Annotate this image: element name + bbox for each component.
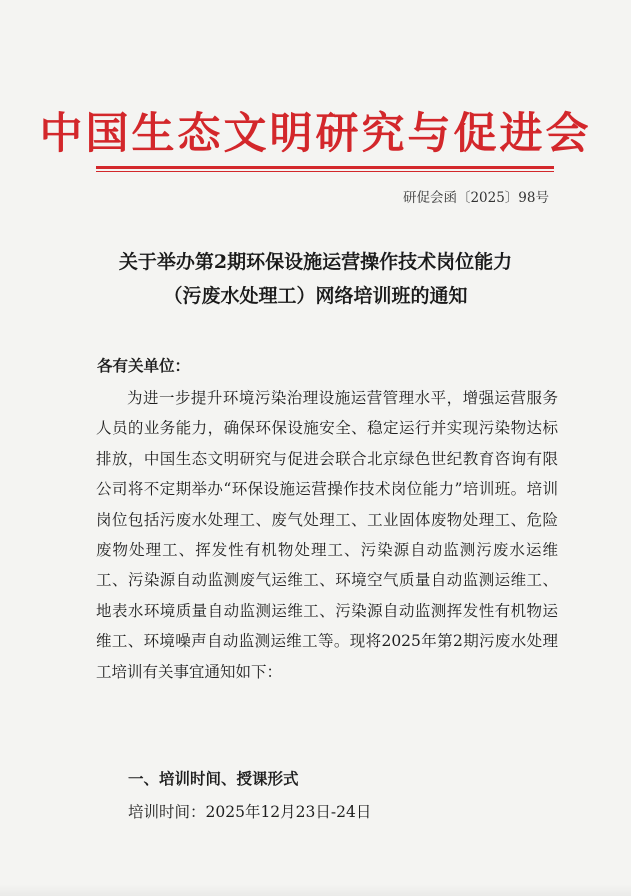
body-paragraph: 为进一步提升环境污染治理设施运营管理水平，增强运营服务人员的业务能力，确保环保设施安全、稳定运行并实现污染物达标排放，中国生态文明研究与促进会联合北京绿色世纪教育咨询有限公司将不定期举办“环保设施运营操作技术岗位能力”培训班。培训岗位包括污废水处理工、废气处理工、工业固体废物处理工、危险废物处理工、挥发性有机物处理工、污染源自动监测污废水运维工、污染源自动监测废气运维工、环境空气质量自动监测运维工、地表水环境质量自动监测运维工、污染源自动监测挥发性有机物运维工、环境噪声自动监测运维工等。现将2025年第2期污废水处理工培训有关事宜通知如下： <box>96 389 558 681</box>
letterhead-red-rule-thin <box>96 171 554 172</box>
training-time-line: 培训时间：2025年12月23日-24日 <box>128 803 372 821</box>
letterhead-red-rule <box>96 166 554 169</box>
salutation: 各有关单位： <box>97 356 191 375</box>
document-number: 研促会函〔2025〕98号 <box>402 190 549 206</box>
section-heading-1: 一、培训时间、授课形式 <box>128 769 299 788</box>
document-title-line-1: 关于举办第2期环保设施运营操作技术岗位能力 <box>118 251 513 273</box>
letterhead-org-name: 中国生态文明研究与促进会 <box>39 109 592 159</box>
page-bottom-edge <box>0 884 631 896</box>
document-title-line-2: （污废水处理工）网络培训班的通知 <box>163 285 468 307</box>
